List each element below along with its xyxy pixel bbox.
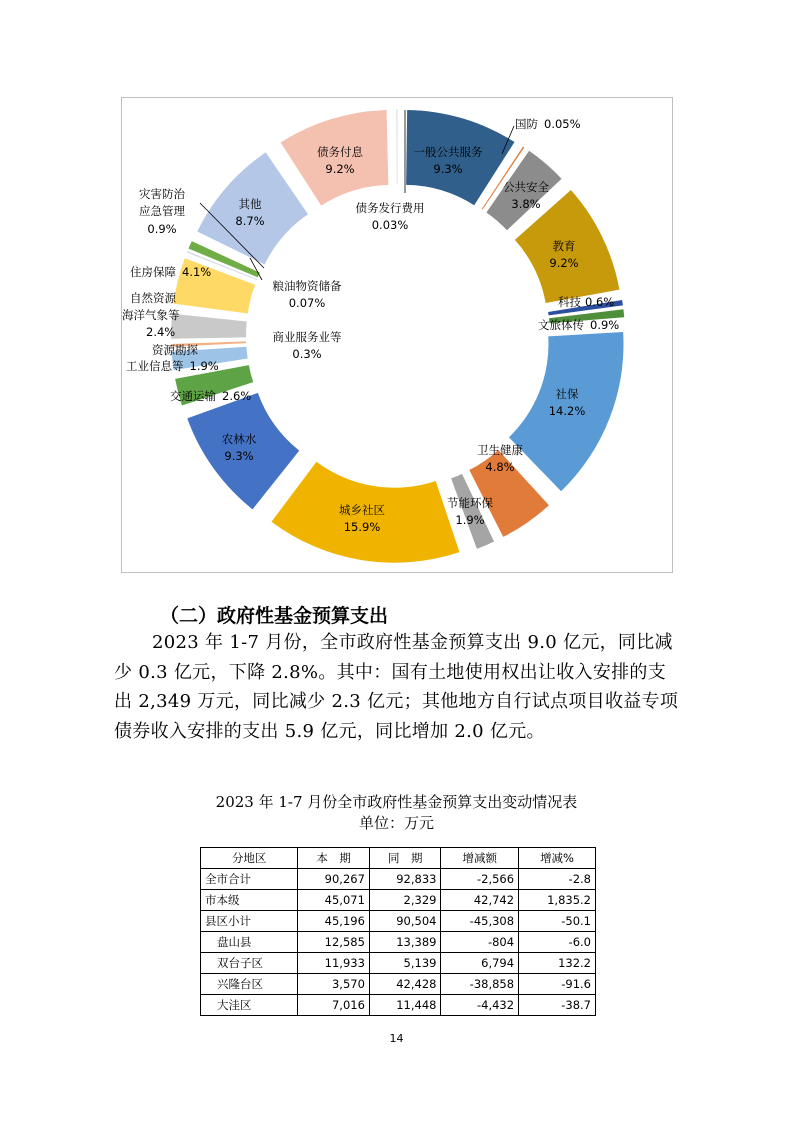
- row-prior: 5,139: [369, 953, 441, 974]
- table-row: [201, 869, 596, 890]
- row-prior: 90,504: [369, 911, 441, 932]
- row-prior: 11,448: [369, 995, 441, 1016]
- col-header-change: 增减额: [441, 848, 519, 869]
- col-header-current: 本 期: [298, 848, 370, 869]
- section-paragraph: 2023 年 1-7 月份，全市政府性基金预算支出 9.0 亿元，同比减少 0.3 亿元，下降 2.8%。其中：国有土地使用权出让收入安排的支出 2,349 万元，同比减少 2.3 亿元；其他地方自行试点项目收益专项债券收入安排的支出 5.9 亿元，同比增加 2.0 亿元。: [114, 632, 679, 742]
- label-nonglinshui: 农林水 9.3%: [221, 432, 257, 463]
- row-region: 兴隆台区: [201, 974, 298, 995]
- row-region: 全市合计: [201, 869, 298, 890]
- col-header-region: 分地区: [201, 848, 298, 869]
- row-change-pct: -50.1: [519, 911, 596, 932]
- label-keji: 科技 0.6%: [558, 295, 615, 309]
- row-change: -38,858: [441, 974, 519, 995]
- section-heading: （二）政府性基金预算支出: [160, 605, 389, 627]
- table-row: [201, 953, 596, 974]
- label-wenlv: 文旅体传 0.9%: [538, 318, 620, 332]
- row-change-pct: -91.6: [519, 974, 596, 995]
- label-yibangonggong: 一般公共服务 9.3%: [413, 145, 483, 176]
- label-ziranziyuan: 自然资源海洋气象等 2.4%: [122, 291, 180, 339]
- fund-expenditure-table: [200, 847, 596, 1016]
- row-prior: 42,428: [369, 974, 441, 995]
- col-header-prior: 同 期: [369, 848, 441, 869]
- col-header-change-pct: 增减%: [519, 848, 596, 869]
- row-change: 6,794: [441, 953, 519, 974]
- label-jieneng: 节能环保 1.9%: [447, 496, 493, 527]
- row-change-pct: 132.2: [519, 953, 596, 974]
- table-row: [201, 995, 596, 1016]
- page-number: 14: [389, 1032, 404, 1045]
- row-change: -2,566: [441, 869, 519, 890]
- row-current: 11,933: [298, 953, 370, 974]
- row-region: 大洼区: [201, 995, 298, 1016]
- row-change-pct: 1,835.2: [519, 890, 596, 911]
- label-chengxiang: 城乡社区 15.9%: [339, 503, 385, 534]
- row-prior: 13,389: [369, 932, 441, 953]
- row-current: 7,016: [298, 995, 370, 1016]
- donut-chart: [122, 98, 674, 574]
- label-weisheng: 卫生健康 4.8%: [477, 443, 523, 474]
- row-region: 市本级: [201, 890, 298, 911]
- donut-slice-14: [171, 314, 247, 339]
- row-change: -4,432: [441, 995, 519, 1016]
- row-prior: 92,833: [369, 869, 441, 890]
- label-ziyuan: 资源勘探工业信息等 1.9%: [126, 343, 219, 373]
- row-change-pct: -38.7: [519, 995, 596, 1016]
- label-shebao: 社保 14.2%: [548, 387, 586, 418]
- row-region: 县区小计: [201, 911, 298, 932]
- label-guofang: 国防 0.05%: [515, 117, 581, 131]
- row-change-pct: -6.0: [519, 932, 596, 953]
- label-zhaiwufuxi: 债务付息 9.2%: [317, 145, 363, 176]
- table-header-row: [201, 848, 596, 869]
- row-current: 45,071: [298, 890, 370, 911]
- label-jiaotong: 交通运输 2.6%: [170, 389, 252, 403]
- table-row: [201, 974, 596, 995]
- row-region: 盘山县: [201, 932, 298, 953]
- label-shangye: 商业服务业等 0.3%: [272, 330, 342, 361]
- table-row: [201, 932, 596, 953]
- table-row: [201, 911, 596, 932]
- table-unit: 单位：万元: [358, 814, 434, 832]
- table-title: 2023 年 1-7 月份全市政府性基金预算支出变动情况表: [215, 793, 578, 811]
- row-prior: 2,329: [369, 890, 441, 911]
- label-zhaiwufaxing: 债务发行费用 0.03%: [355, 201, 425, 232]
- donut-slice-20: [396, 109, 398, 184]
- label-zhufang: 住房保障 4.1%: [130, 265, 212, 279]
- row-current: 45,196: [298, 911, 370, 932]
- donut-chart-frame: [121, 97, 673, 573]
- table-row: [201, 890, 596, 911]
- label-qita: 其他 8.7%: [235, 197, 265, 228]
- label-zaihai: 灾害防治应急管理 0.9%: [139, 187, 185, 236]
- row-change: -45,308: [441, 911, 519, 932]
- label-jiaoyu: 教育 9.2%: [549, 239, 579, 270]
- row-current: 3,570: [298, 974, 370, 995]
- label-liangyou: 粮油物资储备 0.07%: [272, 279, 342, 310]
- row-current: 90,267: [298, 869, 370, 890]
- row-change: 42,742: [441, 890, 519, 911]
- row-change: -804: [441, 932, 519, 953]
- row-region: 双台子区: [201, 953, 298, 974]
- label-gonggonganquan: 公共安全 3.8%: [503, 180, 549, 211]
- row-current: 12,585: [298, 932, 370, 953]
- row-change-pct: -2.8: [519, 869, 596, 890]
